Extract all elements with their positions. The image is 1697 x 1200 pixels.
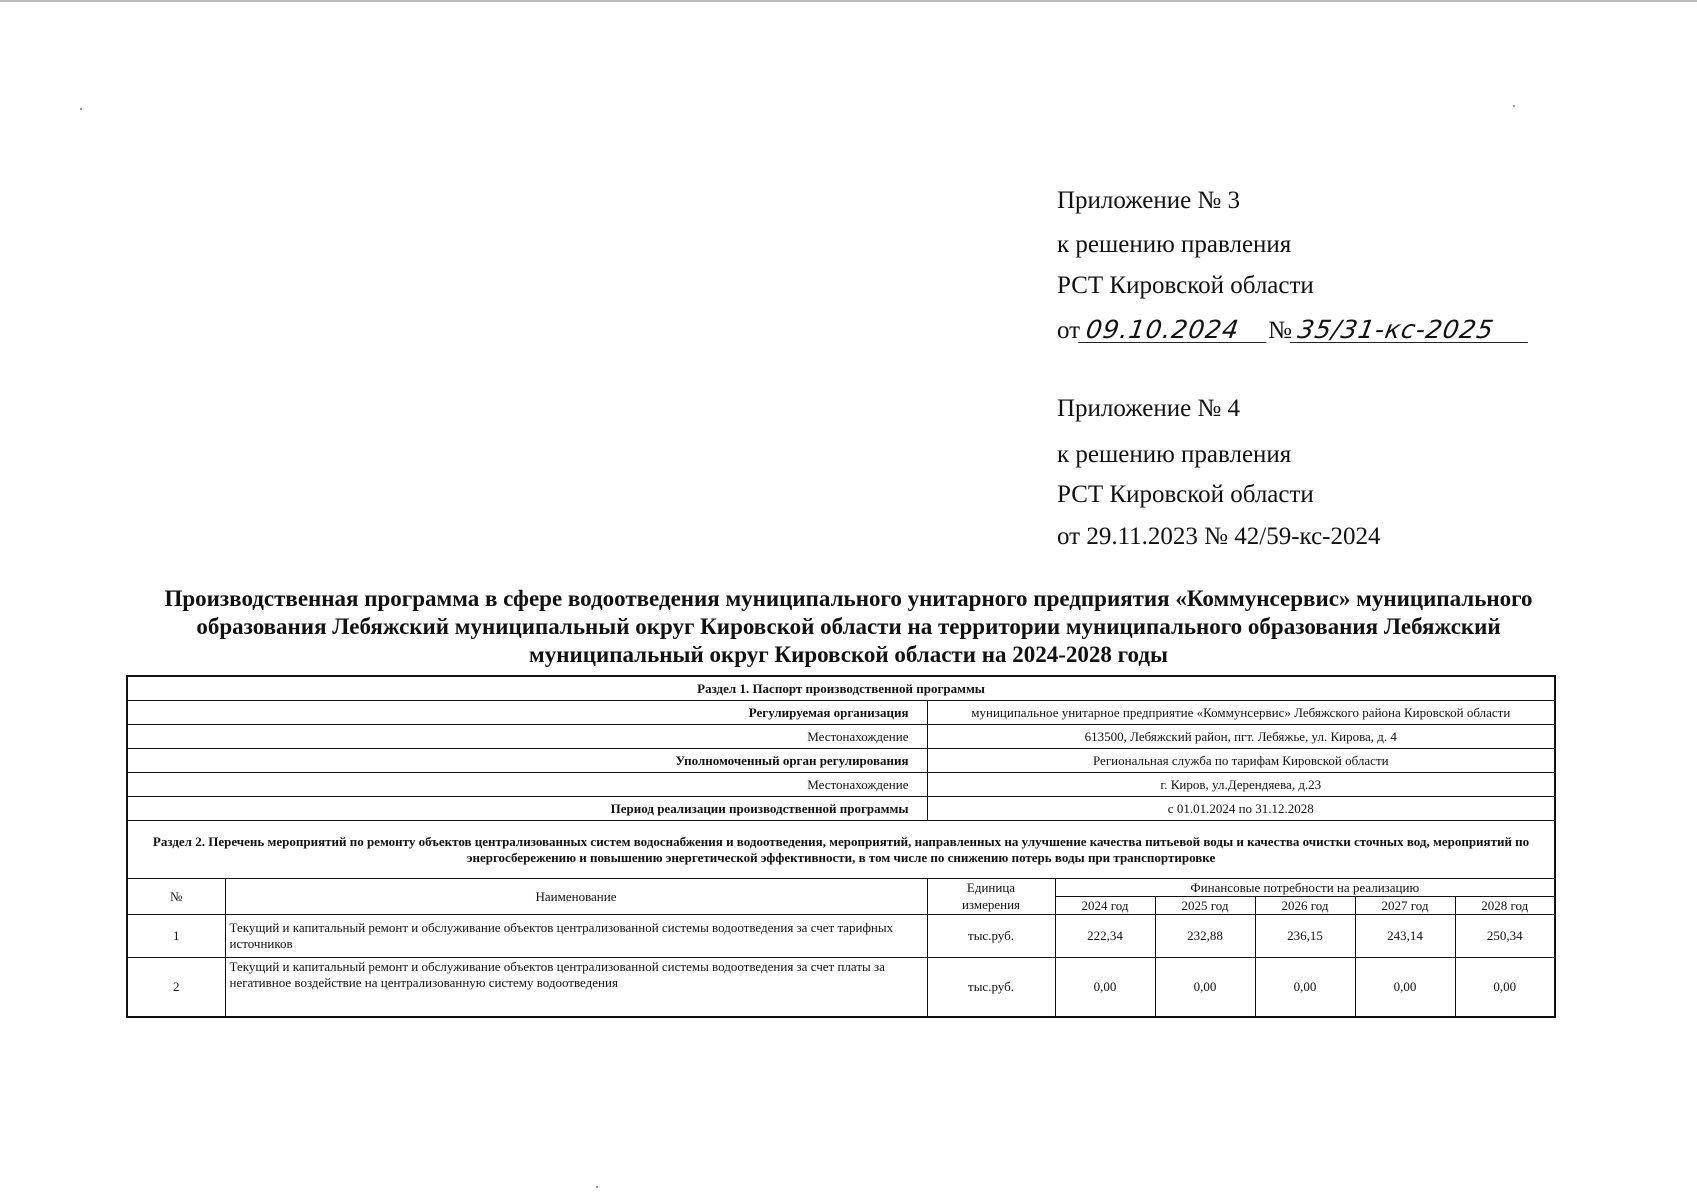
handwritten-number: 35/31-кс-2025 xyxy=(1290,318,1532,343)
passport-label: Регулируемая организация xyxy=(127,701,927,725)
appendix3-decision-line xyxy=(1057,315,1530,344)
appendix4-title: Приложение № 4 xyxy=(1057,395,1241,422)
header-year: 2025 год xyxy=(1155,897,1255,915)
row-value-2028: 250,34 xyxy=(1455,915,1555,958)
row-value-2025: 232,88 xyxy=(1155,915,1255,958)
passport-row xyxy=(127,701,1555,725)
passport-value: г. Киров, ул.Дерендяева, д.23 xyxy=(927,773,1555,797)
header-year: 2024 год xyxy=(1055,897,1155,915)
appendix4-line3: РСТ Кировской области xyxy=(1057,481,1314,508)
passport-row xyxy=(127,773,1555,797)
scan-speck xyxy=(596,1186,598,1188)
section1-title-row xyxy=(127,676,1555,701)
row-name: Текущий и капитальный ремонт и обслуживание объектов централизованной системы водоотведения за счет платы за негативное воздействие на централизованную систему водоотведения xyxy=(225,958,927,1018)
section2-title: Раздел 2. Перечень мероприятий по ремонту объектов централизованных систем водоснабжения и водоотведения, мероприятий, направленных на улучшение качества питьевой воды и качества очистки сточных вод, мероприятий по энергосбережению и повышению энергетической эффективности, в том числе по снижению потерь воды при транспортировке xyxy=(127,821,1555,879)
section1-title: Раздел 1. Паспорт производственной программы xyxy=(127,676,1555,701)
appendix3-line3: РСТ Кировской области xyxy=(1057,272,1314,299)
row-value-2026: 0,00 xyxy=(1255,958,1355,1018)
row-value-2024: 222,34 xyxy=(1055,915,1155,958)
row-name: Текущий и капитальный ремонт и обслуживание объектов централизованной системы водоотведения за счет тарифных источников xyxy=(225,915,927,958)
section2-title-row xyxy=(127,821,1555,879)
header-year: 2028 год xyxy=(1455,897,1555,915)
row-num: 2 xyxy=(127,958,225,1018)
document-title: Производственная программа в сфере водоотведения муниципального унитарного предприятия «Коммунсервис» муниципального образования Лебяжский муниципальный округ Кировской области на территории муниципального образования Лебяжский муниципальный округ Кировской области на 2024-2028 годы xyxy=(164,586,1533,667)
passport-row xyxy=(127,797,1555,821)
handwritten-date: 09.10.2024 xyxy=(1078,318,1270,343)
passport-value: Региональная служба по тарифам Кировской области xyxy=(927,749,1555,773)
appendix4-line4: от 29.11.2023 № 42/59-кс-2024 xyxy=(1057,523,1381,550)
header-unit-line2: измерения xyxy=(927,897,1055,915)
header-num: № xyxy=(127,879,225,915)
header-year: 2026 год xyxy=(1255,897,1355,915)
header-unit-line1: Единица xyxy=(927,879,1055,897)
passport-value: с 01.01.2024 по 31.12.2028 xyxy=(927,797,1555,821)
table-row xyxy=(127,958,1555,1018)
appendix4-line2: к решению правления xyxy=(1057,441,1292,468)
scan-top-edge xyxy=(0,0,1697,2)
appendix3-from: от xyxy=(1057,317,1081,344)
appendix3-num-sign: № xyxy=(1268,317,1292,344)
passport-row xyxy=(127,749,1555,773)
appendix3-title: Приложение № 3 xyxy=(1057,187,1241,214)
passport-label: Период реализации производственной программы xyxy=(127,797,927,821)
passport-label: Местонахождение xyxy=(127,725,927,749)
row-value-2025: 0,00 xyxy=(1155,958,1255,1018)
row-value-2026: 236,15 xyxy=(1255,915,1355,958)
passport-row xyxy=(127,725,1555,749)
header-year: 2027 год xyxy=(1355,897,1455,915)
row-value-2024: 0,00 xyxy=(1055,958,1155,1018)
scan-speck xyxy=(1513,105,1515,107)
passport-label: Местонахождение xyxy=(127,773,927,797)
table-header-row xyxy=(127,879,1555,897)
table-row xyxy=(127,915,1555,958)
row-num: 1 xyxy=(127,915,225,958)
passport-value: 613500, Лебяжский район, пгт. Лебяжье, ул. Кирова, д. 4 xyxy=(927,725,1555,749)
scan-speck xyxy=(80,108,82,110)
row-value-2027: 243,14 xyxy=(1355,915,1455,958)
header-finance: Финансовые потребности на реализацию xyxy=(1055,879,1555,897)
row-unit: тыс.руб. xyxy=(927,958,1055,1018)
appendix3-line2: к решению правления xyxy=(1057,231,1292,258)
passport-value: муниципальное унитарное предприятие «Коммунсервис» Лебяжского района Кировской области xyxy=(927,701,1555,725)
passport-label: Уполномоченный орган регулирования xyxy=(127,749,927,773)
row-unit: тыс.руб. xyxy=(927,915,1055,958)
header-name: Наименование xyxy=(225,879,927,915)
row-value-2028: 0,00 xyxy=(1455,958,1555,1018)
program-table xyxy=(126,675,1556,1018)
row-value-2027: 0,00 xyxy=(1355,958,1455,1018)
